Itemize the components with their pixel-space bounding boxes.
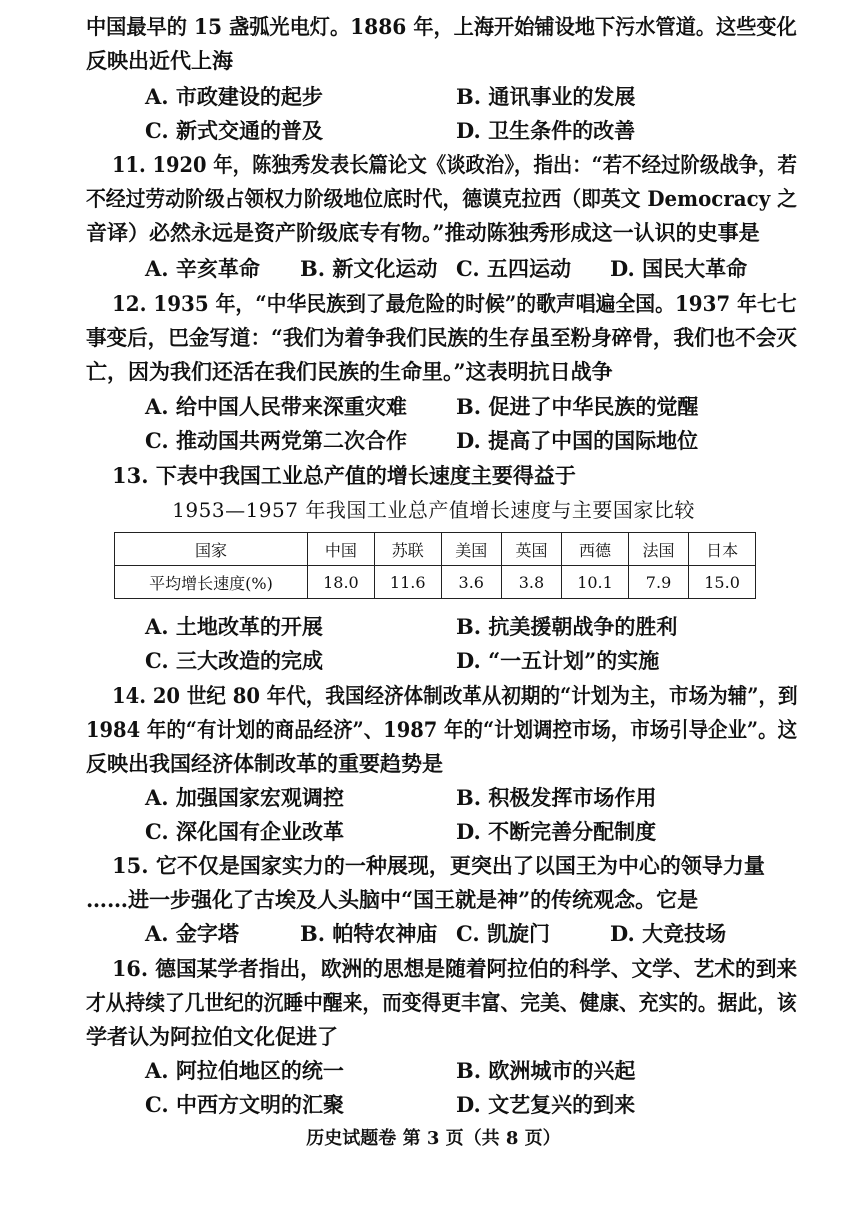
value-cell: 7.9 bbox=[628, 566, 688, 599]
question-16-text-line-2: 才从持续了几世纪的沉睡中醒来，而变得更丰富、完美、健康、充实的。据此，该 bbox=[86, 990, 797, 1015]
question-13-text: 13. 下表中我国工业总产值的增长速度主要得益于 bbox=[112, 463, 576, 488]
q16-option-a: A. 阿拉伯地区的统一 bbox=[145, 1058, 344, 1083]
question-12-text-line-2: 事变后，巴金写道：“我们为着争我们民族的生存虽至粉身碎骨，我们也不会灭 bbox=[86, 325, 797, 350]
q13-option-d: D. “一五计划”的实施 bbox=[456, 648, 660, 673]
q13-option-a: A. 土地改革的开展 bbox=[145, 614, 323, 639]
question-10-text-line-1: 中国最早的 15 盏弧光电灯。1886 年，上海开始铺设地下污水管道。这些变化 bbox=[86, 14, 797, 39]
country-cell: 美国 bbox=[441, 533, 501, 566]
q12-option-a: A. 给中国人民带来深重灾难 bbox=[145, 394, 407, 419]
value-cell: 3.6 bbox=[441, 566, 501, 599]
question-15-text-line-2: ……进一步强化了古埃及人头脑中“国王就是神”的传统观念。它是 bbox=[86, 887, 699, 912]
question-12-text-line-3: 亡，因为我们还活在我们民族的生命里。”这表明抗日战争 bbox=[86, 359, 613, 384]
country-cell: 英国 bbox=[501, 533, 561, 566]
question-11-text-line-1: 11. 1920 年，陈独秀发表长篇论文《谈政治》，指出：“若不经过阶级战争，若 bbox=[112, 152, 797, 177]
q11-option-a: A. 辛亥革命 bbox=[145, 256, 260, 281]
q15-option-c: C. 凯旋门 bbox=[456, 921, 550, 946]
value-cell: 18.0 bbox=[308, 566, 375, 599]
value-cell: 3.8 bbox=[501, 566, 561, 599]
question-16-text-line-3: 学者认为阿拉伯文化促进了 bbox=[86, 1024, 338, 1049]
question-12-text-line-1: 12. 1935 年，“中华民族到了最危险的时候”的歌声唱遍全国。1937 年七七 bbox=[112, 291, 797, 316]
question-11-text-line-2: 不经过劳动阶级占领权力阶级地位底时代，德谟克拉西（即英文 Democracy 之 bbox=[86, 186, 797, 211]
q13-option-b: B. 抗美援朝战争的胜利 bbox=[456, 614, 678, 639]
q14-option-d: D. 不断完善分配制度 bbox=[456, 819, 657, 844]
value-cell: 11.6 bbox=[374, 566, 441, 599]
table-caption: 1953—1957 年我国工业总产值增长速度与主要国家比较 bbox=[172, 498, 695, 522]
q16-option-d: D. 文艺复兴的到来 bbox=[456, 1092, 636, 1117]
page-footer: 历史试题卷 第 3 页（共 8 页） bbox=[306, 1128, 561, 1149]
question-11-text-line-3: 音译）必然永远是资产阶级底专有物。”推动陈独秀形成这一认识的史事是 bbox=[86, 220, 760, 245]
q14-option-b: B. 积极发挥市场作用 bbox=[456, 785, 657, 810]
q11-option-b: B. 新文化运动 bbox=[300, 256, 438, 281]
q15-option-a: A. 金字塔 bbox=[145, 921, 239, 946]
table-row-label: 平均增长速度(%) bbox=[115, 566, 308, 599]
q14-option-a: A. 加强国家宏观调控 bbox=[145, 785, 344, 810]
country-cell: 苏联 bbox=[374, 533, 441, 566]
question-14-text-line-2: 1984 年的“有计划的商品经济”、1987 年的“计划调控市场，市场引导企业”。这 bbox=[86, 717, 798, 742]
question-10-text-line-2: 反映出近代上海 bbox=[86, 48, 233, 73]
country-cell: 日本 bbox=[689, 533, 756, 566]
growth-rate-table bbox=[114, 532, 756, 599]
q15-option-d: D. 大竞技场 bbox=[610, 921, 727, 946]
table-data-row bbox=[115, 566, 756, 599]
question-14-text-line-1: 14. 20 世纪 80 年代，我国经济体制改革从初期的“计划为主，市场为辅”，到 bbox=[112, 683, 798, 708]
q10-option-c: C. 新式交通的普及 bbox=[145, 118, 323, 143]
country-cell: 法国 bbox=[628, 533, 688, 566]
q10-option-d: D. 卫生条件的改善 bbox=[456, 118, 636, 143]
question-16-text-line-1: 16. 德国某学者指出，欧洲的思想是随着阿拉伯的科学、文学、艺术的到来 bbox=[112, 956, 798, 981]
question-14-text-line-3: 反映出我国经济体制改革的重要趋势是 bbox=[86, 751, 443, 776]
q12-option-d: D. 提高了中国的国际地位 bbox=[456, 428, 699, 453]
value-cell: 15.0 bbox=[689, 566, 756, 599]
q16-option-c: C. 中西方文明的汇聚 bbox=[145, 1092, 344, 1117]
q10-option-b: B. 通讯事业的发展 bbox=[456, 84, 636, 109]
table-header-row bbox=[115, 533, 756, 566]
q11-option-c: C. 五四运动 bbox=[456, 256, 571, 281]
q14-option-c: C. 深化国有企业改革 bbox=[145, 819, 344, 844]
country-cell: 西德 bbox=[562, 533, 629, 566]
q11-option-d: D. 国民大革命 bbox=[610, 256, 748, 281]
country-cell: 中国 bbox=[308, 533, 375, 566]
q15-option-b: B. 帕特农神庙 bbox=[300, 921, 438, 946]
q16-option-b: B. 欧洲城市的兴起 bbox=[456, 1058, 636, 1083]
question-15-text-line-1: 15. 它不仅是国家实力的一种展现，更突出了以国王为中心的领导力量 bbox=[112, 853, 765, 878]
q13-option-c: C. 三大改造的完成 bbox=[145, 648, 323, 673]
table-header-label: 国家 bbox=[115, 533, 308, 566]
q10-option-a: A. 市政建设的起步 bbox=[145, 84, 323, 109]
value-cell: 10.1 bbox=[562, 566, 629, 599]
q12-option-c: C. 推动国共两党第二次合作 bbox=[145, 428, 407, 453]
q12-option-b: B. 促进了中华民族的觉醒 bbox=[456, 394, 699, 419]
